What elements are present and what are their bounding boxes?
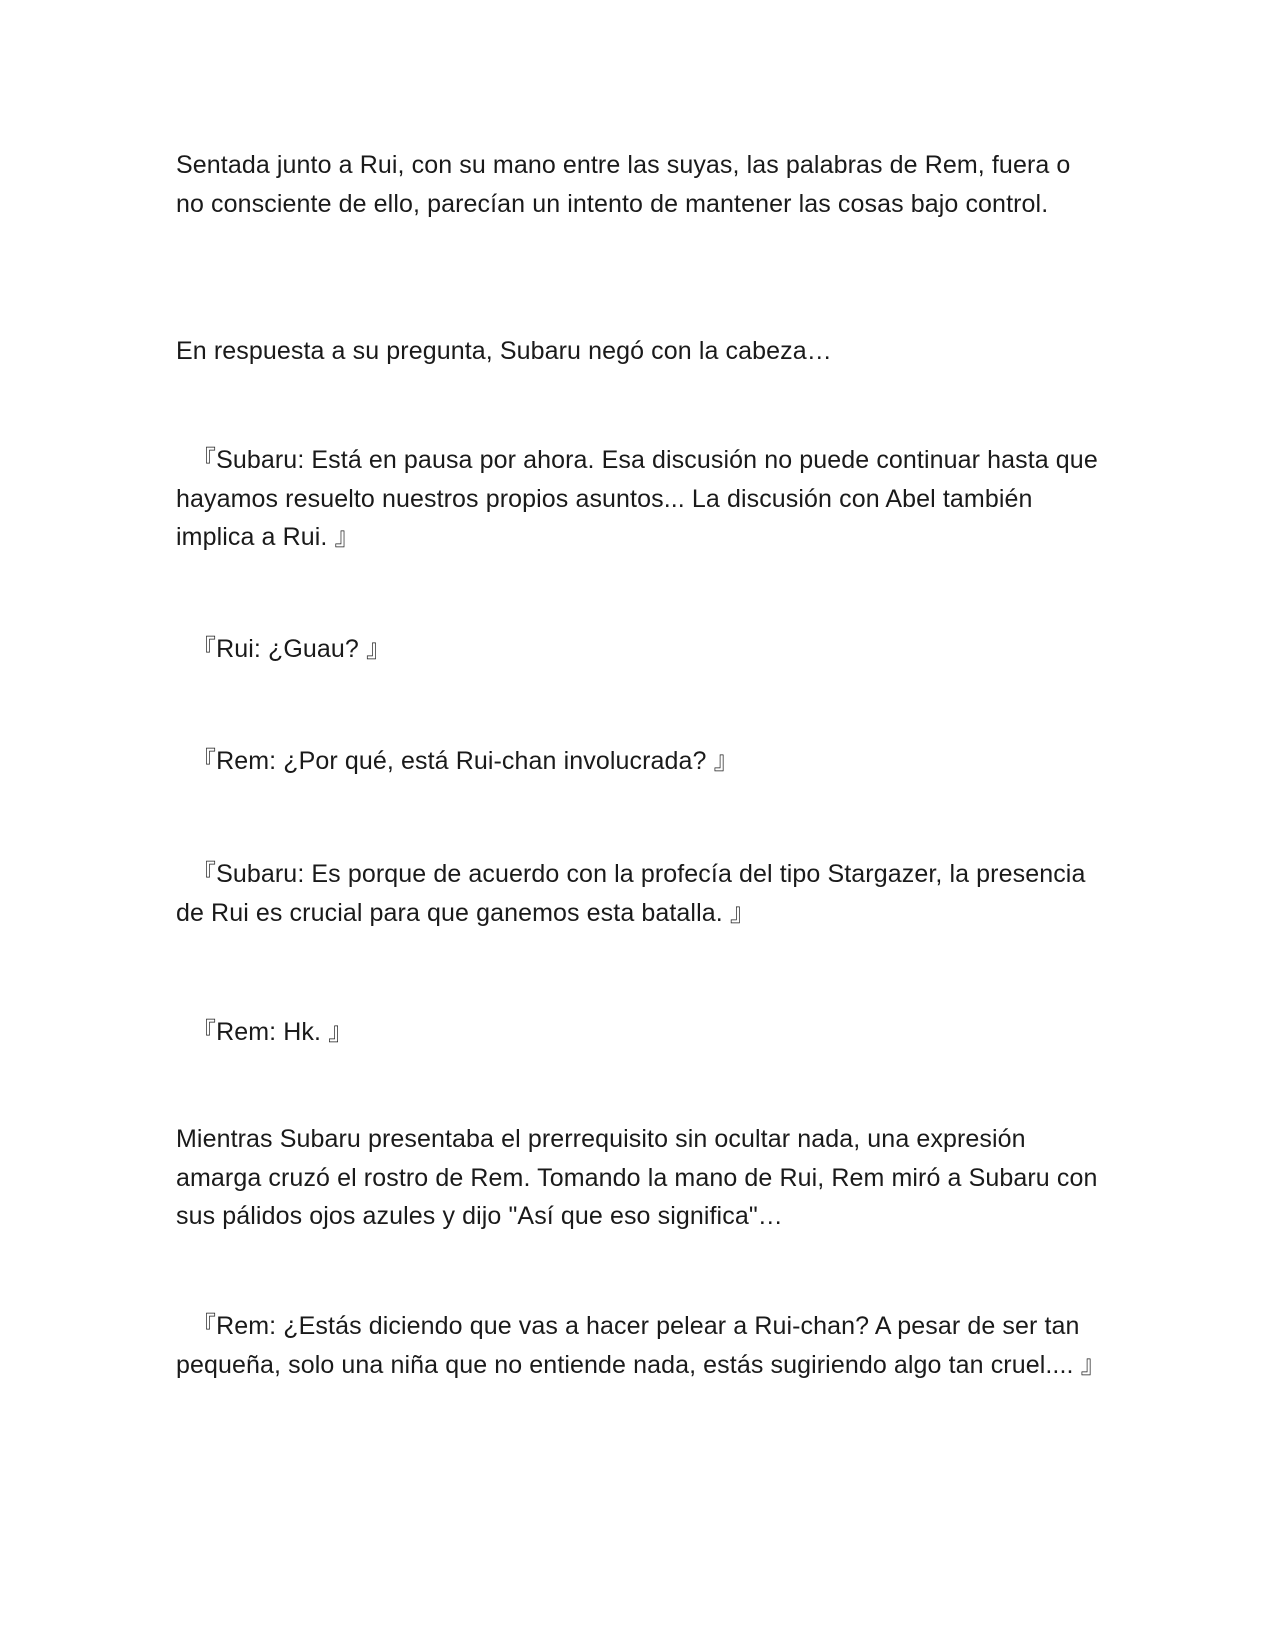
dialogue-line-subaru: 『Subaru: Es porque de acuerdo con la profecía del tipo Stargazer, la presencia de Rui es crucial para que ganemos esta batalla. 』 [176,860,1086,927]
dialogue-line-rem: 『Rem: Hk. 』 [191,1018,354,1046]
narration-paragraph: En respuesta a su pregunta, Subaru negó con la cabeza… [176,337,832,365]
narration-paragraph: Sentada junto a Rui, con su mano entre las suyas, las palabras de Rem, fuera o no consciente de ello, parecían un intento de mantener las cosas bajo control. [176,151,1071,218]
dialogue-line-rui: 『Rui: ¿Guau? 』 [191,635,392,663]
dialogue-line-rem: 『Rem: ¿Por qué, está Rui-chan involucrada? 』 [191,747,739,775]
narration-paragraph: Mientras Subaru presentaba el prerrequisito sin ocultar nada, una expresión amarga cruzó el rostro de Rem. Tomando la mano de Rui, Rem miró a Subaru con sus pálidos ojos azules y dijo "Así que eso significa"… [176,1125,1098,1230]
dialogue-line-subaru: 『Subaru: Está en pausa por ahora. Esa discusión no puede continuar hasta que hayamos resuelto nuestros propios asuntos... La discusión con Abel también implica a Rui. 』 [176,446,1098,551]
dialogue-line-rem: 『Rem: ¿Estás diciendo que vas a hacer pelear a Rui-chan? A pesar de ser tan pequeña, solo una niña que no entiende nada, estás sugiriendo algo tan cruel.... 』 [176,1312,1106,1379]
